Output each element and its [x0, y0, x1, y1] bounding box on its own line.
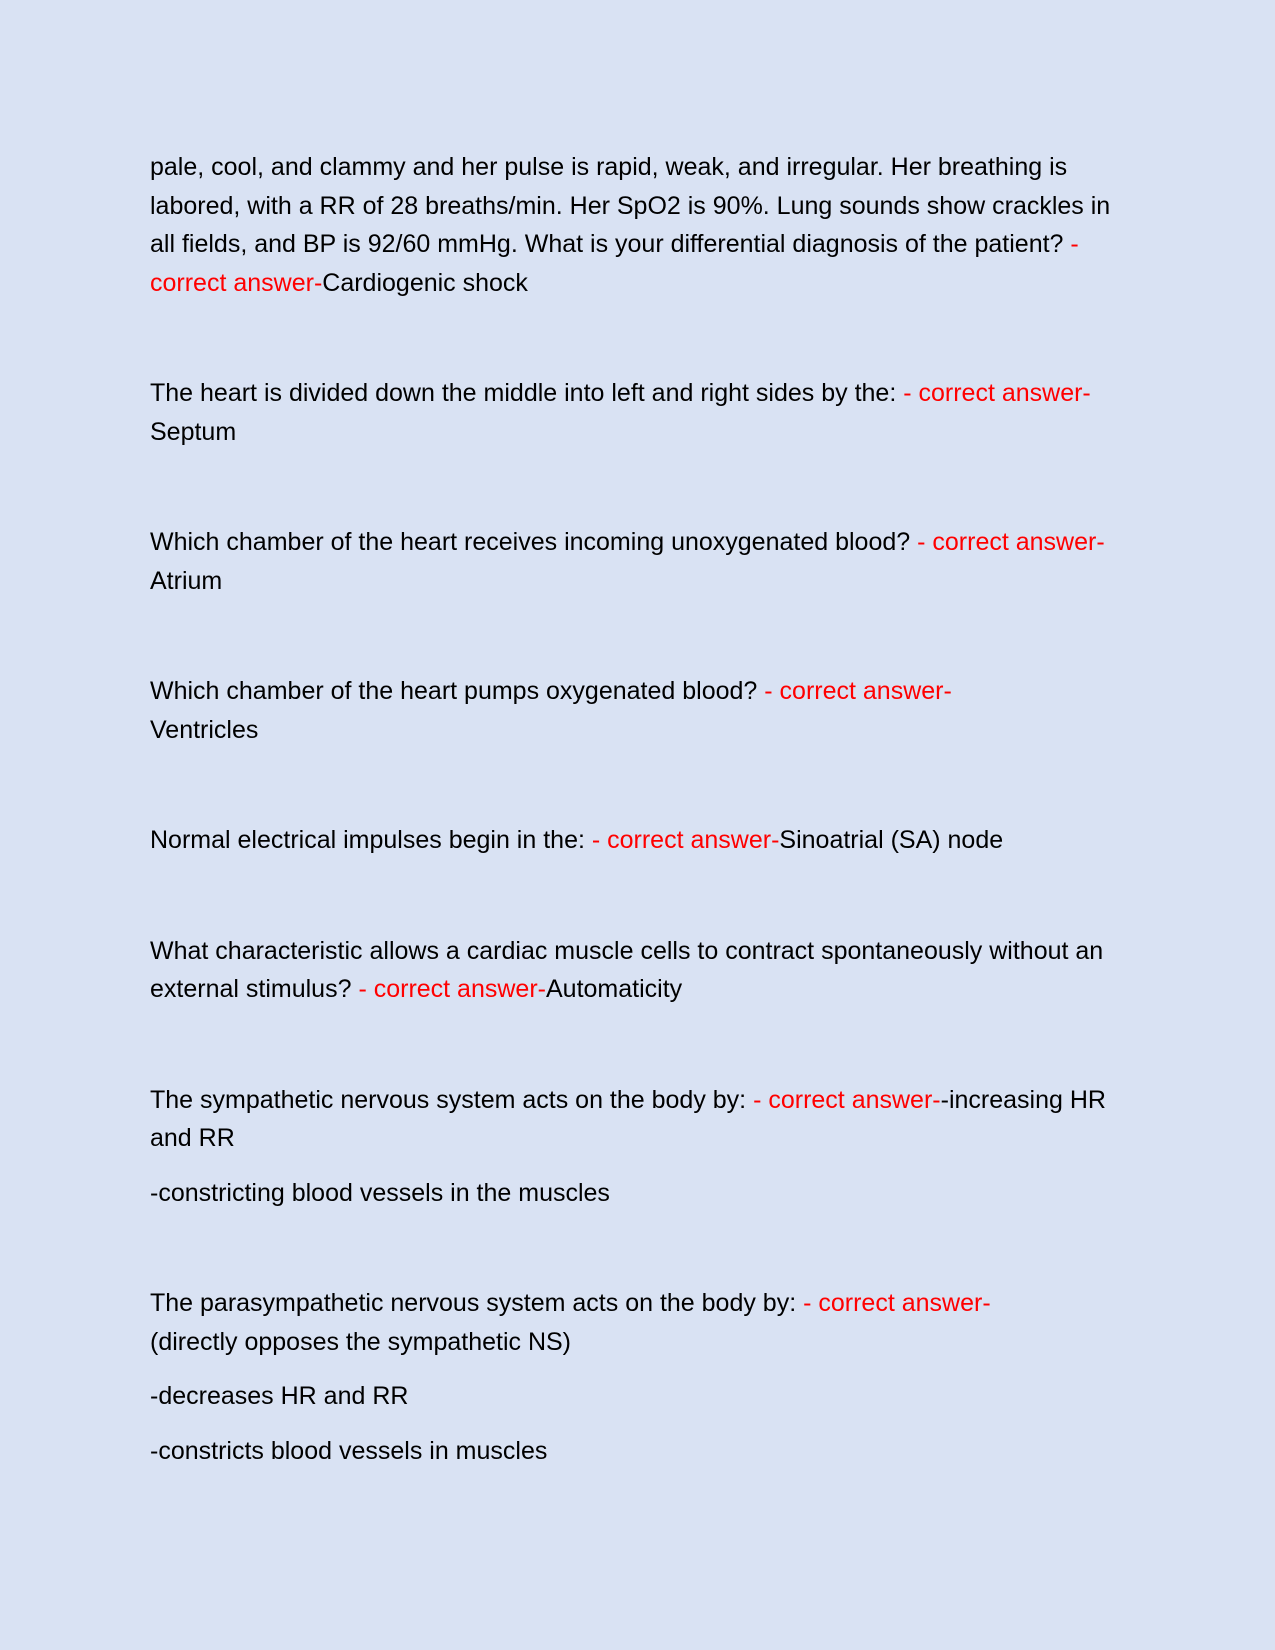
answer-text: Ventricles: [150, 715, 259, 744]
qa-line: [150, 1081, 1135, 1158]
question-text: pale, cool, and clammy and her pulse is rapid, weak, and irregular. Her breathing is labored, with a RR of 28 breaths/min. Her SpO2 is 90%. Lung sounds show crackles in all fields, and BP is 92/60 mmHg. What is your differential diagnosis of the patient?: [150, 153, 1111, 258]
answer-extra-line: -constricts blood vessels in muscles: [150, 1436, 548, 1465]
correct-answer-separator: - correct answer-: [764, 677, 952, 705]
answer-text: -increasing HR and RR: [150, 1085, 1106, 1152]
document-page: [150, 148, 1135, 1470]
answer-text: Sinoatrial (SA) node: [779, 826, 1004, 854]
correct-answer-separator: - correct answer-: [803, 1289, 991, 1317]
question-text: What characteristic allows a cardiac muscle cells to contract spontaneously without an external stimulus?: [150, 936, 1104, 1003]
qa-entry-3: [150, 523, 1135, 600]
question-text: Which chamber of the heart receives incoming unoxygenated blood?: [150, 528, 918, 556]
qa-entry-7: [150, 1081, 1135, 1213]
answer-extra-line: -constricting blood vessels in the muscles: [150, 1178, 610, 1207]
answer-extra-line: -decreases HR and RR: [150, 1382, 409, 1410]
qa-line: [150, 821, 1135, 860]
qa-entry-2: [150, 374, 1135, 451]
correct-answer-separator: - correct answer-: [150, 230, 1079, 297]
answer-text: Septum: [150, 417, 237, 446]
correct-answer-separator: - correct answer-: [358, 975, 546, 1003]
correct-answer-separator: - correct answer-: [591, 826, 780, 854]
qa-entry-8: [150, 1284, 1135, 1470]
qa-line: [150, 672, 1135, 749]
answer-text: Automaticity: [545, 975, 683, 1003]
qa-line: [150, 523, 1135, 600]
correct-answer-separator: - correct answer-: [753, 1085, 941, 1114]
qa-entry-5: [150, 821, 1135, 860]
qa-line: [150, 1284, 1135, 1361]
question-text: Normal electrical impulses begin in the:: [150, 826, 592, 854]
qa-line: [150, 148, 1135, 302]
qa-entry-6: [150, 932, 1135, 1009]
qa-entry-1: [150, 148, 1135, 302]
correct-answer-separator: - correct answer-: [917, 528, 1105, 556]
qa-entry-4: [150, 672, 1135, 749]
answer-text: Cardiogenic shock: [322, 268, 528, 297]
question-text: The parasympathetic nervous system acts on the body by:: [150, 1289, 804, 1317]
question-text: The heart is divided down the middle into left and right sides by the:: [150, 379, 904, 407]
question-text: Which chamber of the heart pumps oxygenated blood?: [150, 677, 765, 705]
qa-line: [150, 374, 1135, 451]
answer-text: Atrium: [150, 566, 223, 595]
qa-line: [150, 932, 1135, 1009]
question-text: The sympathetic nervous system acts on the body by:: [150, 1085, 754, 1114]
correct-answer-separator: - correct answer-: [903, 379, 1091, 407]
answer-text: (directly opposes the sympathetic NS): [150, 1327, 572, 1356]
